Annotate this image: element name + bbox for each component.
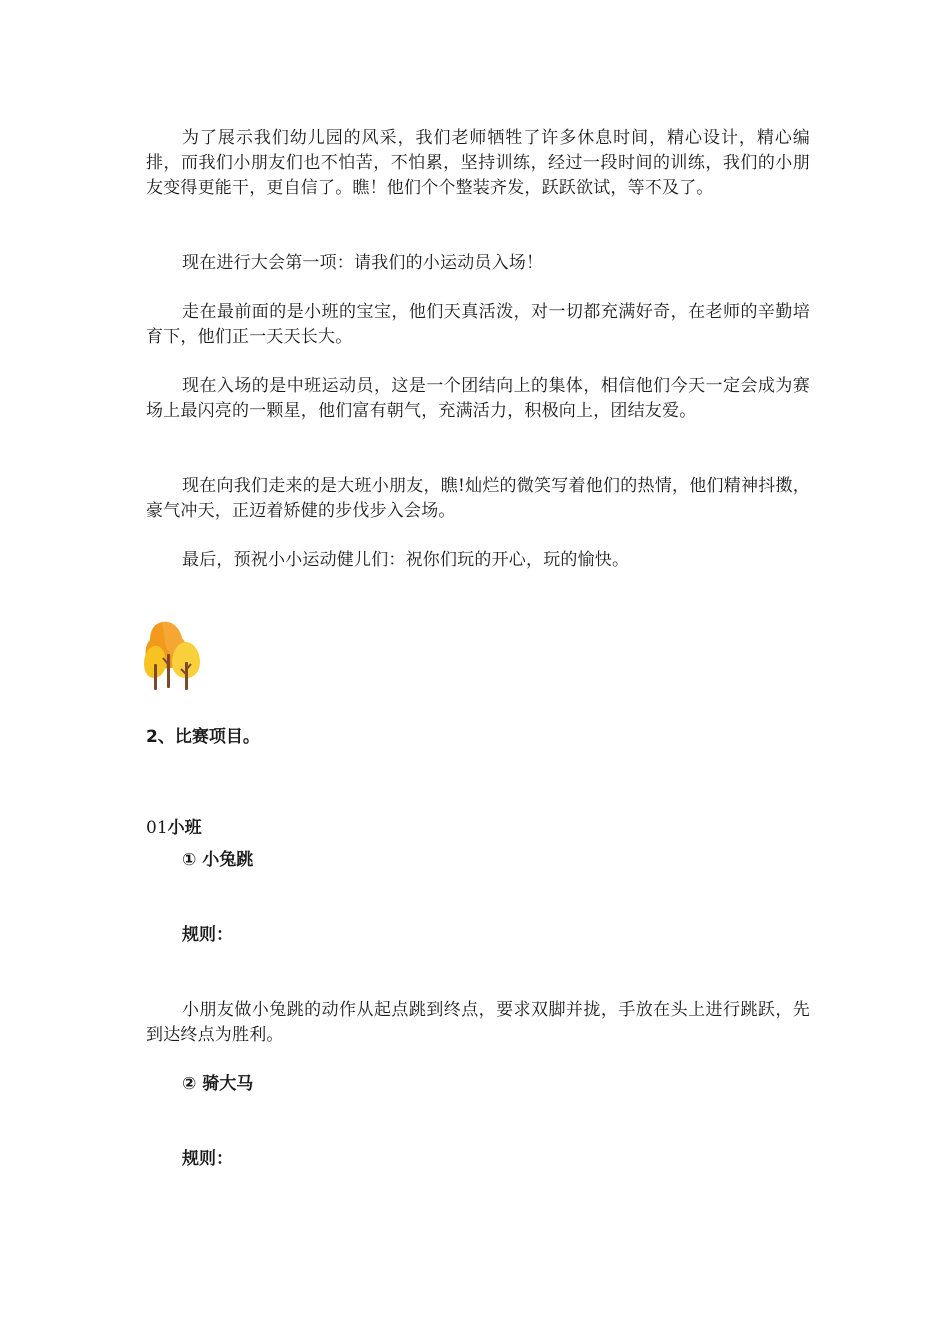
event-2-title: ② 骑大马: [182, 1074, 254, 1094]
class-name: 小班: [167, 818, 202, 838]
tree-icon: [142, 618, 202, 692]
section-heading: 2、比赛项目。: [146, 727, 260, 747]
intro-paragraph-1: 为了展示我们幼儿园的风采，我们老师牺牲了许多休息时间，精心设计，精心编排，而我们小朋友们也不怕苦，不怕累，坚持训练，经过一段时间的训练，我们的小朋友变得更能干，更自信了。瞧！他们个个整装齐发，跃跃欲试，等不及了。: [146, 128, 810, 198]
intro-paragraph-3: 走在最前面的是小班的宝宝，他们天真活泼，对一切都充满好奇，在老师的辛勤培育下，他们正一天天长大。: [146, 302, 810, 347]
event-1-title: ① 小兔跳: [182, 850, 254, 870]
event-1-rule-text: 小朋友做小兔跳的动作从起点跳到终点，要求双脚并拢，手放在头上进行跳跃，先到达终点为胜利。: [146, 1000, 810, 1045]
class-title: [146, 816, 202, 841]
intro-paragraph-4: 现在入场的是中班运动员，这是一个团结向上的集体，相信他们今天一定会成为赛场上最闪亮的一颗星，他们富有朝气，充满活力，积极向上，团结友爱。: [146, 376, 810, 421]
event-1-rule-label: 规则：: [182, 925, 233, 945]
intro-paragraph-2: 现在进行大会第一项：请我们的小运动员入场！: [182, 253, 544, 273]
intro-paragraph-6: 最后，预祝小小运动健儿们：祝你们玩的开心，玩的愉快。: [182, 550, 630, 570]
class-number: 01: [146, 818, 168, 838]
intro-paragraph-5: 现在向我们走来的是大班小朋友，瞧!灿烂的微笑写着他们的热情，他们精神抖擞，豪气冲天，正迈着矫健的步伐步入会场。: [146, 476, 810, 521]
event-2-rule-label: 规则：: [182, 1149, 233, 1169]
